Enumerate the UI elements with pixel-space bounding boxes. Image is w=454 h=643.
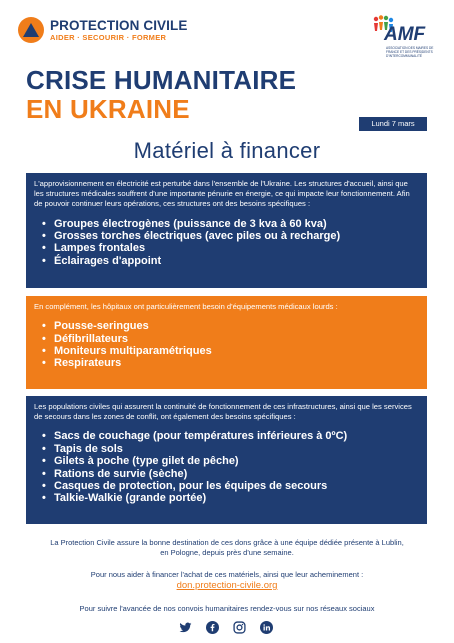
list-item: • Talkie-Walkie (grande portée) xyxy=(54,492,419,504)
list-item: • Sacs de couchage (pour températures inférieures à 0ºC) xyxy=(54,430,419,442)
amf-logo xyxy=(372,15,444,57)
amf-subtitle: ASSOCIATION DES MAIRES DE FRANCE ET DES PRÉSIDENTS D'INTERCOMMUNALITÉ xyxy=(386,46,434,58)
protection-civile-emblem-icon xyxy=(18,17,44,43)
org-tagline: AIDER · SECOURIR · FORMER xyxy=(50,33,167,42)
instagram-icon[interactable] xyxy=(233,621,246,634)
section-intro: En complément, les hôpitaux ont particulièrement besoin d'équipements médicaux lourds : xyxy=(34,302,338,311)
list-item: • Défibrillateurs xyxy=(54,333,419,345)
list-item: • Groupes électrogènes (puissance de 3 kva à 60 kva) xyxy=(54,218,419,230)
assurance-text: La Protection Civile assure la bonne destination de ces dons grâce à une équipe dédiée présente à Lublin, en Pologne, depuis près d'une semaine. xyxy=(50,538,404,557)
list-item: • Respirateurs xyxy=(54,357,419,369)
page-subtitle: Matériel à financer xyxy=(133,138,321,163)
list-item: • Casques de protection, pour les équipes de secours xyxy=(54,480,419,492)
date-badge: Lundi 7 mars xyxy=(359,117,427,131)
list-item: • Moniteurs multiparamétriques xyxy=(54,345,419,357)
twitter-icon[interactable] xyxy=(179,621,192,634)
protection-civile-logo xyxy=(18,17,187,43)
list-item: • Tapis de sols xyxy=(54,443,419,455)
needs-list xyxy=(34,430,419,504)
amf-wordmark: AMF xyxy=(384,24,426,45)
main-title-line1: CRISE HUMANITAIRE xyxy=(26,65,297,95)
list-item: • Gilets à poche (type gilet de pêche) xyxy=(54,455,419,467)
section-power-needs xyxy=(26,173,427,288)
section-civilian-needs xyxy=(26,396,427,524)
needs-list xyxy=(34,320,419,370)
donate-link[interactable]: don.protection-civile.org xyxy=(176,580,278,591)
list-item: • Rations de survie (sèche) xyxy=(54,468,419,480)
facebook-icon[interactable] xyxy=(206,621,219,634)
list-item: • Pousse-seringues xyxy=(54,320,419,332)
header xyxy=(0,0,454,62)
list-item: • Lampes frontales xyxy=(54,242,419,254)
section-intro: L'approvisionnement en électricité est perturbé dans l'ensemble de l'Ukraine. Les structures d'accueil, ainsi que les structures médicales souffrent d'une importante pénurie en énergie, ce qui impacte leur fonctionnement. Afin de pouvoir continuer leurs opérations, ces structures ont des besoins spécifiques : xyxy=(34,179,410,209)
linkedin-icon[interactable] xyxy=(260,621,273,634)
needs-list xyxy=(34,218,419,268)
list-item: • Grosses torches électriques (avec piles ou à recharge) xyxy=(54,230,419,242)
main-title-line2: EN UKRAINE xyxy=(26,94,190,124)
follow-text: Pour suivre l'avancée de nos convois humanitaires rendez-vous sur nos réseaux sociaux xyxy=(79,604,375,613)
social-links xyxy=(179,621,273,634)
section-hospital-needs xyxy=(26,296,427,389)
org-name: PROTECTION CIVILE xyxy=(50,17,188,33)
list-item: • Éclairages d'appoint xyxy=(54,255,419,267)
section-intro: Les populations civiles qui assurent la continuité de fonctionnement de ces infrastructures, ainsi que les services de secours dans les zones de conflit, ont également des besoins spécifiques : xyxy=(34,402,412,422)
donate-text: Pour nous aider à financer l'achat de ces matériels, ainsi que leur acheminement : xyxy=(90,570,364,579)
